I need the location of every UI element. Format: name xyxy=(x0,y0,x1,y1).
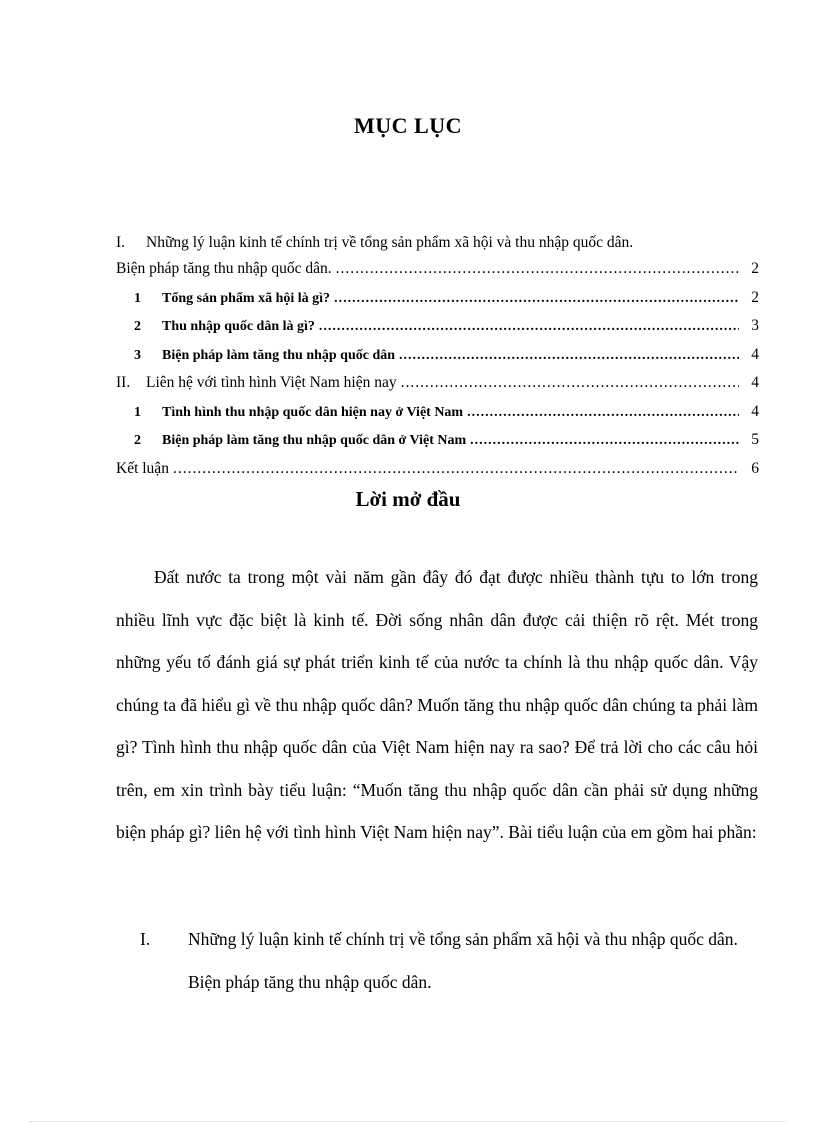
toc-entry-2[interactable] xyxy=(116,369,759,398)
intro-paragraph: Đất nước ta trong một vài năm gần đây đó đạt được nhiều thành tựu to lớn trong nhiều lĩnh vực đặc biệt là kinh tế. Đời sống nhân dân được cải thiện rõ rệt. Mét trong những yếu tố đánh giá sự phát triển kinh tế của nước ta chính là thu nhập quốc dân. Vậy chúng ta đã hiểu gì về thu nhập quốc dân? Muốn tăng thu nhập quốc dân chúng ta phải làm gì? Tình hình thu nhập quốc dân của Việt Nam hiện nay ra sao? Để trả lời cho các câu hỏi trên, em xin trình bày tiểu luận: “Muốn tăng thu nhập quốc dân cần phải sử dụng những biện pháp gì? liên hệ với tình hình Việt Nam hiện nay”. Bài tiểu luận của em gồm hai phần: xyxy=(116,567,758,842)
list-item xyxy=(140,918,760,1003)
toc-entry-number: 2 xyxy=(134,319,141,334)
list-item-text: Những lý luận kinh tế chính trị về tổng sản phẩm xã hội và thu nhập quốc dân. Biện pháp tăng thu nhập quốc dân. xyxy=(188,929,738,992)
toc-entry-1[interactable] xyxy=(116,231,759,284)
toc-entry-text: Liên hệ với tình hình Việt Nam hiện nay xyxy=(146,374,397,391)
toc-page-number: 5 xyxy=(751,431,759,448)
toc-entry-2-2[interactable] xyxy=(116,426,759,455)
toc-entry-text: Kết luận xyxy=(116,459,169,477)
toc-entry-text: Tổng sản phẩm xã hội là gì? xyxy=(162,290,331,306)
intro-heading: Lời mở đầu xyxy=(355,487,461,511)
toc-entry-conclusion[interactable] xyxy=(116,455,759,484)
toc-entry-2-1[interactable] xyxy=(116,398,759,427)
toc-page-number: 2 xyxy=(751,288,759,306)
page-bottom-divider xyxy=(30,1121,786,1122)
toc-leader-dots xyxy=(173,455,739,484)
toc-entry-number: 1 xyxy=(134,290,141,306)
toc-entry-number: 3 xyxy=(134,347,141,363)
toc-leader-dots xyxy=(467,399,739,428)
toc-entry-number: II. xyxy=(116,374,131,391)
toc-entry-1-1[interactable] xyxy=(116,284,759,313)
toc-entry-text-continued: Biện pháp tăng thu nhập quốc dân. xyxy=(116,260,332,277)
toc-entry-text: Biện pháp làm tăng thu nhập quốc dân ở Việt Nam xyxy=(162,433,467,448)
toc-entry-number: 2 xyxy=(134,433,141,448)
toc-page-number: 6 xyxy=(751,459,759,477)
toc-page-number: 3 xyxy=(751,317,759,334)
toc-leader-dots xyxy=(334,285,739,314)
table-of-contents xyxy=(116,231,759,483)
toc-page-number: 4 xyxy=(751,402,759,420)
list-item-number: I. xyxy=(140,929,151,949)
toc-leader-dots xyxy=(336,255,739,284)
toc-leader-dots xyxy=(401,369,739,398)
toc-entry-text: Tình hình thu nhập quốc dân hiện nay ở Việt Nam xyxy=(162,404,464,420)
toc-page-number: 2 xyxy=(751,260,759,277)
toc-entry-text: Biện pháp làm tăng thu nhập quốc dân xyxy=(162,347,396,363)
toc-page-number: 4 xyxy=(751,374,759,391)
toc-entry-number: 1 xyxy=(134,404,141,420)
toc-leader-dots xyxy=(470,427,739,456)
toc-leader-dots xyxy=(399,342,739,371)
toc-entry-1-2[interactable] xyxy=(116,312,759,341)
toc-entry-1-3[interactable] xyxy=(116,341,759,370)
toc-title: MỤC LỤC xyxy=(354,113,462,138)
toc-page-number: 4 xyxy=(751,345,759,363)
toc-entry-text: Những lý luận kinh tế chính trị về tổng sản phẩm xã hội và thu nhập quốc dân. xyxy=(146,234,634,251)
toc-entry-number: I. xyxy=(116,234,126,251)
toc-entry-text: Thu nhập quốc dân là gì? xyxy=(162,319,315,334)
toc-leader-dots xyxy=(319,313,739,342)
